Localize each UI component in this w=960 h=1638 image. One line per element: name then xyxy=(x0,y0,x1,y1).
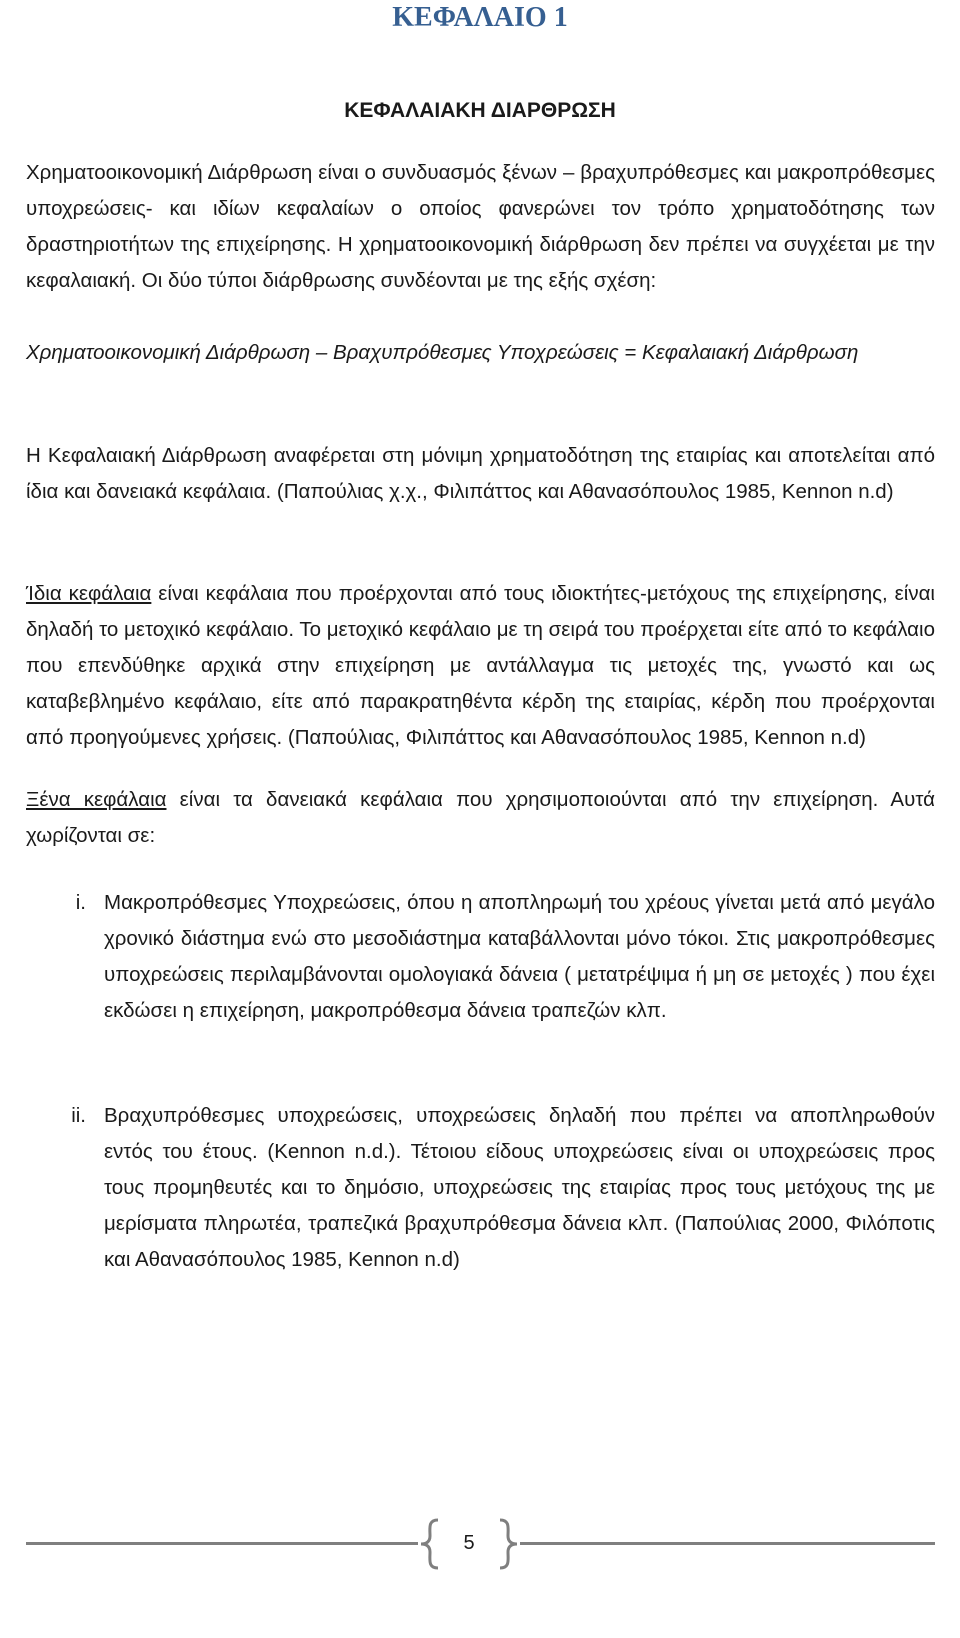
left-brace-icon xyxy=(418,1518,442,1570)
own-capital-description: είναι κεφάλαια που προέρχονται από τους ιδιοκτήτες-μετόχους της επιχείρησης, είναι δηλαδή το μετοχικό κεφάλαιο. Το μετοχικό κεφάλαιο με τη σειρά του προέρχεται είτε από το κεφάλαιο που επενδύθηκε αρχικά στην επιχείρηση με αντάλλαγμα τις μετοχές της, γνωστό και ως καταβεβλημένο κεφάλαιο, είτε από παρακρατηθέντα κέρδη της εταιρίας, κέρδη που προέρχονται από προηγούμενες χρήσεις. (Παπούλιας, Φιλιπάττος και Αθανασόπουλος 1985, Kennon n.d) xyxy=(26,582,935,749)
chapter-title: ΚΕΦΑΛΑΙΟ 1 xyxy=(392,2,568,33)
paragraph-intro: Χρηματοοικονομική Διάρθρωση είναι ο συνδυασμός ξένων – βραχυπρόθεσμες και μακροπρόθεσμες υποχρεώσεις- και ιδίων κεφαλαίων ο οποίος φανερώνει τον τρόπο χρηματοδότησης των δραστηριοτήτων της επιχείρησης. Η χρηματοοικονομική διάρθρωση δεν πρέπει να συγχέεται με την κεφαλαιακή. Οι δύο τύποι διάρθρωσης συνδέονται με της εξής σχέση: xyxy=(26,161,935,292)
page-number: 5 xyxy=(463,1532,475,1554)
term-own-capital: Ίδια κεφάλαια xyxy=(26,582,152,605)
list-marker: i. xyxy=(75,891,86,914)
footer-rule-left xyxy=(26,1542,418,1545)
formula-text: Χρηματοοικονομική Διάρθρωση – Βραχυπρόθεσμες Υποχρεώσεις = Κεφαλαιακή Διάρθρωση xyxy=(26,341,859,364)
page-footer xyxy=(0,1518,960,1570)
right-brace-icon xyxy=(496,1518,520,1570)
paragraph-own-capital xyxy=(26,576,935,756)
section-title: ΚΕΦΑΛΑΙΑΚΗ ΔΙΑΡΘΡΩΣΗ xyxy=(344,99,616,122)
footer-rule-right xyxy=(520,1542,935,1545)
term-foreign-capital: Ξένα κεφάλαια xyxy=(26,788,167,811)
paragraph-foreign-capital xyxy=(26,782,935,854)
list-item-text: Μακροπρόθεσμες Υποχρεώσεις, όπου η αποπληρωμή του χρέους γίνεται μετά από μεγάλο χρονικό διάστημα ενώ στο μεσοδιάστημα καταβάλλονται μόνο τόκοι. Στις μακροπρόθεσμες υποχρεώσεις περιλαμβάνονται ομολογιακά δάνεια ( μετατρέψιμα ή μη σε μετοχές ) που έχει εκδώσει η επιχείρηση, μακροπρόθεσμα δάνεια τραπεζών κλπ. xyxy=(104,891,935,1022)
list-marker: ii. xyxy=(71,1104,86,1127)
paragraph-capital-structure: Η Κεφαλαιακή Διάρθρωση αναφέρεται στη μόνιμη χρηματοδότηση της εταιρίας και αποτελείται από ίδια και δανειακά κεφάλαια. (Παπούλιας χ.χ., Φιλιπάττος και Αθανασόπουλος 1985, Kennon n.d) xyxy=(26,444,935,503)
foreign-capital-description: είναι τα δανειακά κεφάλαια που χρησιμοποιούνται από την επιχείρηση. Αυτά χωρίζονται σε: xyxy=(26,788,935,847)
list-item-text: Βραχυπρόθεσμες υποχρεώσεις, υποχρεώσεις δηλαδή που πρέπει να αποπληρωθούν εντός του έτους. (Kennon n.d.). Τέτοιου είδους υποχρεώσεις είναι οι υποχρεώσεις προς τους προμηθευτές και το δημόσιο, υποχρεώσεις της εταιρίας προς τους μετόχους της με μερίσματα πληρωτέα, τραπεζικά βραχυπρόθεσμα δάνεια κλπ. (Παπούλιας 2000, Φιλόποτις και Αθανασόπουλος 1985, Kennon n.d) xyxy=(104,1104,935,1271)
